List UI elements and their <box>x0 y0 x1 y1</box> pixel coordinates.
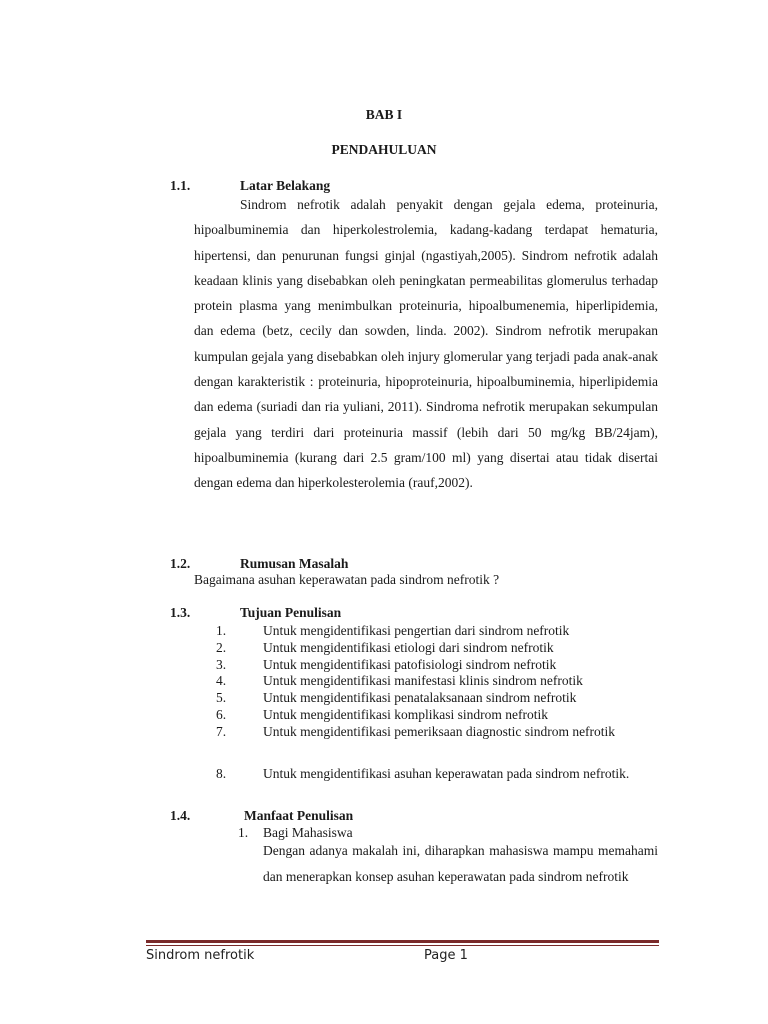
list-item-number: 7. <box>216 724 227 739</box>
section-number: 1.3. <box>170 605 191 620</box>
list-item-number: 5. <box>216 690 227 705</box>
section-number: 1.1. <box>170 178 191 193</box>
benefit-number: 1. <box>238 825 249 840</box>
section-number: 1.2. <box>170 556 191 571</box>
list-item: Untuk mengidentifikasi etiologi dari sindrom nefrotik <box>263 640 554 655</box>
list-item-number: 4. <box>216 673 227 688</box>
list-item: Untuk mengidentifikasi patofisiologi sindrom nefrotik <box>263 657 557 672</box>
list-item: Untuk mengidentifikasi komplikasi sindrom nefrotik <box>263 707 548 722</box>
list-item: Untuk mengidentifikasi pemeriksaan diagnostic sindrom nefrotik <box>263 724 616 739</box>
problem-statement: Bagaimana asuhan keperawatan pada sindrom nefrotik ? <box>194 572 500 587</box>
list-item: Untuk mengidentifikasi manifestasi klinis sindrom nefrotik <box>263 673 583 688</box>
list-item-number: 3. <box>216 657 227 672</box>
list-item: Untuk mengidentifikasi asuhan keperawatan pada sindrom nefrotik. <box>263 766 630 781</box>
footer-title: Sindrom nefrotik <box>146 948 255 963</box>
footer-rule <box>146 940 659 943</box>
list-item: Untuk mengidentifikasi pengertian dari sindrom nefrotik <box>263 623 570 638</box>
list-item-number: 6. <box>216 707 227 722</box>
chapter-label: BAB I <box>365 107 403 122</box>
footer-rule-thin <box>146 945 659 946</box>
section-title: Latar Belakang <box>240 178 331 193</box>
list-item-number: 1. <box>216 623 227 638</box>
benefit-paragraph: Dengan adanya makalah ini, diharapkan mahasiswa mampu memahami dan menerapkan konsep asuhan keperawatan pada sindrom nefrotik <box>263 843 658 884</box>
page-number: Page 1 <box>424 948 468 963</box>
section-title: Rumusan Masalah <box>240 556 349 571</box>
list-item: Untuk mengidentifikasi penatalaksanaan sindrom nefrotik <box>263 690 577 705</box>
section-title: Manfaat Penulisan <box>244 808 354 823</box>
list-item-number: 8. <box>216 766 227 781</box>
background-paragraph: Sindrom nefrotik adalah penyakit dengan gejala edema, proteinuria, hipoalbuminemia dan hiperkolestrolemia, kadang-kadang terdapat hematuria, hipertensi, dan penurunan fungsi ginjal (ngastiyah,2005). Sindrom nefrotik adalah keadaan klinis yang disebabkan oleh peningkatan permeabilitas glomerulus terhadap protein plasma yang menimbulkan proteinuria, hipoalbumenemia, hiperlipidemia, dan edema (betz, cecily dan sowden, linda. 2002). Sindrom nefrotik merupakan kumpulan gejala yang disebabkan oleh injury glomerular yang terjadi pada anak-anak dengan karakteristik : proteinuria, hipoproteinuria, hipoalbuminemia, hiperlipidemia dan edema (suriadi dan ria yuliani, 2011). Sindroma nefrotik merupakan sekumpulan gejala yang terdiri dari proteinuria massif (lebih dari 50 mg/kg BB/24jam), hipoalbuminemia (kurang dari 2.5 gram/100 ml) yang disertai atau tidak disertai dengan edema dan hiperkolesterolemia (rauf,2002). <box>194 197 658 491</box>
list-item-number: 2. <box>216 640 227 655</box>
benefit-title: Bagi Mahasiswa <box>263 825 353 840</box>
section-title: Tujuan Penulisan <box>240 605 342 620</box>
chapter-title: PENDAHULUAN <box>331 142 437 157</box>
section-number: 1.4. <box>170 808 191 823</box>
